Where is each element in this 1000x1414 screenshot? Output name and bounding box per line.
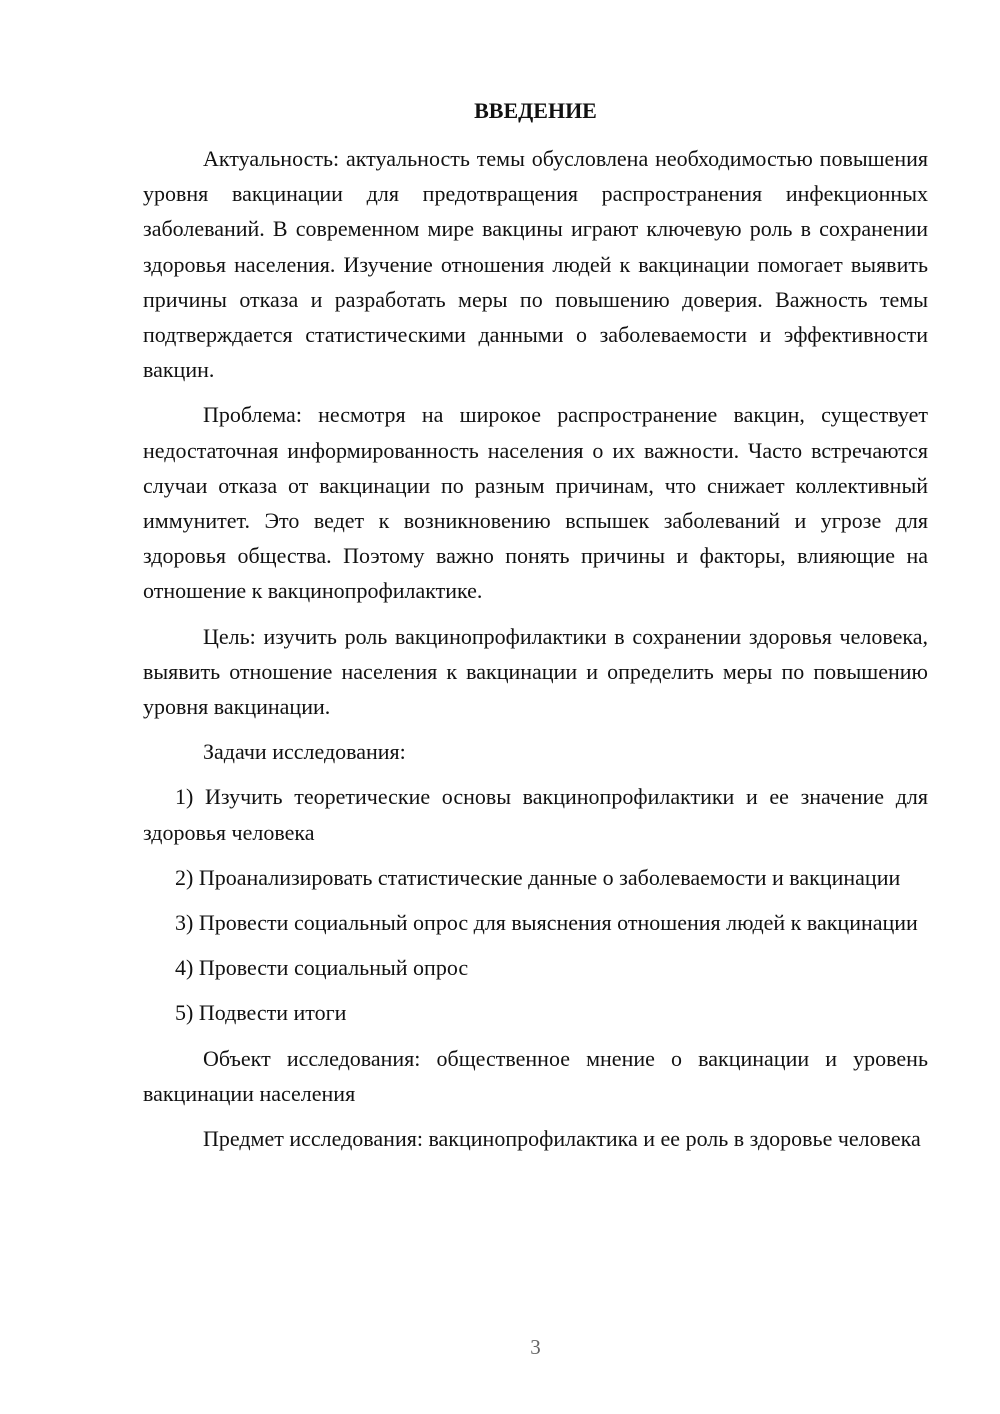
paragraph-subject: Предмет исследования: вакцинопрофилактика и ее роль в здоровье человека [203, 1126, 921, 1152]
page-number: 3 [530, 1335, 541, 1359]
task-item-2: 2) Проанализировать статистические данные о заболеваемости и вакцинации [175, 864, 901, 890]
task-item-4: 4) Провести социальный опрос [175, 955, 469, 981]
document-page [143, 0, 928, 1414]
paragraph-tasks-heading: Задачи исследования: [203, 739, 406, 765]
paragraph-problem: Проблема: несмотря на широкое распространение вакцин, существует недостаточная информированность населения о их важности. Часто встречаются случаи отказа от вакцинации по разным причинам, что снижает коллективный иммунитет. Это ведет к возникновению вспышек заболеваний и угрозе для здоровья общества. Поэтому важно понять причины и факторы, влияющие на отношение к вакцинопрофилактике. [143, 402, 928, 604]
task-item-1: 1) Изучить теоретические основы вакцинопрофилактики и ее значение для здоровья человека [143, 784, 928, 845]
section-heading: ВВЕДЕНИЕ [474, 98, 597, 123]
paragraph-goal: Цель: изучить роль вакцинопрофилактики в сохранении здоровья человека, выявить отношение населения к вакцинации и определить меры по повышению уровня вакцинации. [143, 623, 928, 720]
task-item-5: 5) Подвести итоги [175, 1000, 347, 1026]
paragraph-object: Объект исследования: общественное мнение о вакцинации и уровень вакцинации населения [143, 1045, 928, 1106]
document-body [143, 141, 928, 1166]
task-item-3: 3) Провести социальный опрос для выяснения отношения людей к вакцинации [175, 910, 918, 936]
paragraph-relevance: Актуальность: актуальность темы обусловлена необходимостью повышения уровня вакцинации для предотвращения распространения инфекционных заболеваний. В современном мире вакцины играют ключевую роль в сохранении здоровья населения. Изучение отношения людей к вакцинации помогает выявить причины отказа и разработать меры по повышению доверия. Важность темы подтверждается статистическими данными о заболеваемости и эффективности вакцин. [143, 146, 928, 383]
